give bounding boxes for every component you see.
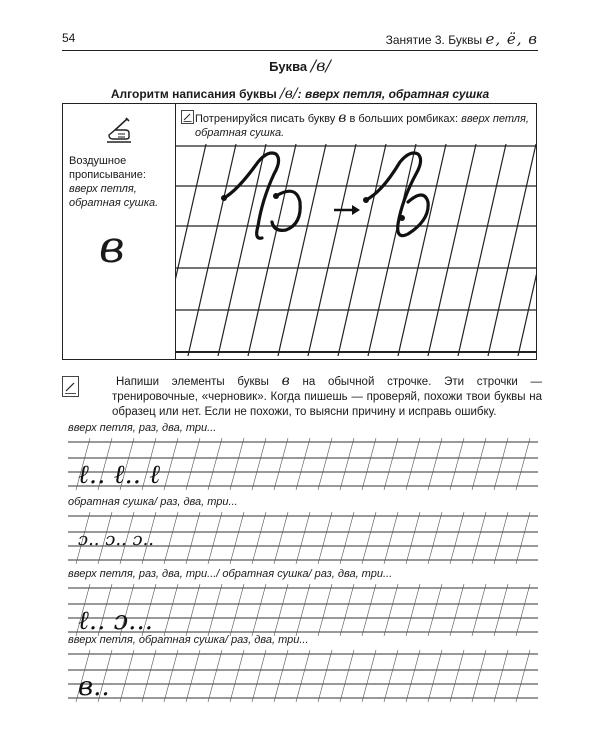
rhombus-grid xyxy=(176,144,536,356)
start-dot xyxy=(363,197,369,203)
practice-lines-4 xyxy=(68,650,538,702)
practice-box xyxy=(62,103,537,360)
air-writing-panel xyxy=(63,104,176,359)
air-writing-step-2: обратная сушка. xyxy=(69,197,159,209)
exercise-label-4: вверх петля, обратная сушка/ раз, два, три... xyxy=(68,634,309,646)
writing-hand-icon xyxy=(105,116,133,144)
practice-instruction-middle: в больших ромбиках: xyxy=(349,113,459,125)
algorithm-letter: /в/ xyxy=(280,86,298,102)
air-writing-label xyxy=(69,154,169,210)
lesson-title xyxy=(386,30,538,48)
practice-instruction xyxy=(195,111,530,140)
letter-title-prefix: Буква xyxy=(269,59,308,74)
practice-instruction-prefix: Потренируйся писать букву xyxy=(195,113,336,125)
exercise-label-2: обратная сушка/ раз, два, три... xyxy=(68,496,238,508)
start-dot xyxy=(399,215,405,221)
algorithm-title xyxy=(0,86,600,102)
pencil-square-icon xyxy=(181,110,194,124)
page-number: 54 xyxy=(62,31,76,45)
sample-strokes-3: ℓ.. ɔ... xyxy=(78,606,153,636)
algorithm-prefix: Алгоритм написания буквы xyxy=(110,87,277,101)
arrow-head-icon xyxy=(352,205,360,215)
letter-title-letter: /в/ xyxy=(310,56,331,75)
start-dot xyxy=(221,195,227,201)
letter-title xyxy=(0,56,600,75)
page-header xyxy=(62,28,538,51)
practice-instruction-steps: вверх петля, обратная сушка. xyxy=(195,113,529,139)
sample-strokes-4: в.. xyxy=(78,672,110,702)
exercise-label-3: вверх петля, раз, два, три.../ обратная сушка/ раз, два, три... xyxy=(68,568,393,580)
task-part-2: на обычной строчке. Эти строчки — тренировочные, «черновик». Когда пишешь — проверяй, похожи твои буквы на образец или нет. Если не похожи, то выясни причину и исправь ошибку. xyxy=(112,376,543,418)
start-dot xyxy=(273,193,279,199)
sample-letter: в xyxy=(99,222,125,273)
algorithm-description: : вверх петля, обратная сушка xyxy=(297,87,490,101)
practice-lines-1 xyxy=(68,438,538,490)
air-writing-title: Воздушное прописывание: xyxy=(69,155,146,181)
task-part-1: Напиши элементы буквы xyxy=(116,376,269,388)
task-pencil-icon xyxy=(62,376,86,400)
exercise-label-1: вверх петля, раз, два, три... xyxy=(68,422,217,434)
full-letter-stroke xyxy=(366,153,428,236)
sample-strokes-1: ℓ.. ℓ.. ℓ xyxy=(78,460,161,490)
practice-lines-2 xyxy=(68,512,538,564)
lesson-prefix: Занятие 3. Буквы xyxy=(385,33,483,47)
sample-strokes-2: ɔ.. ɔ.. ɔ.. xyxy=(78,529,155,550)
air-writing-step-1: вверх петля, xyxy=(69,183,137,195)
task-letter: в xyxy=(281,373,290,389)
lesson-letters: е, ё, в xyxy=(485,30,538,48)
task-paragraph xyxy=(112,374,542,420)
practice-instruction-letter: в xyxy=(338,110,347,126)
practice-lines-3 xyxy=(68,584,538,636)
